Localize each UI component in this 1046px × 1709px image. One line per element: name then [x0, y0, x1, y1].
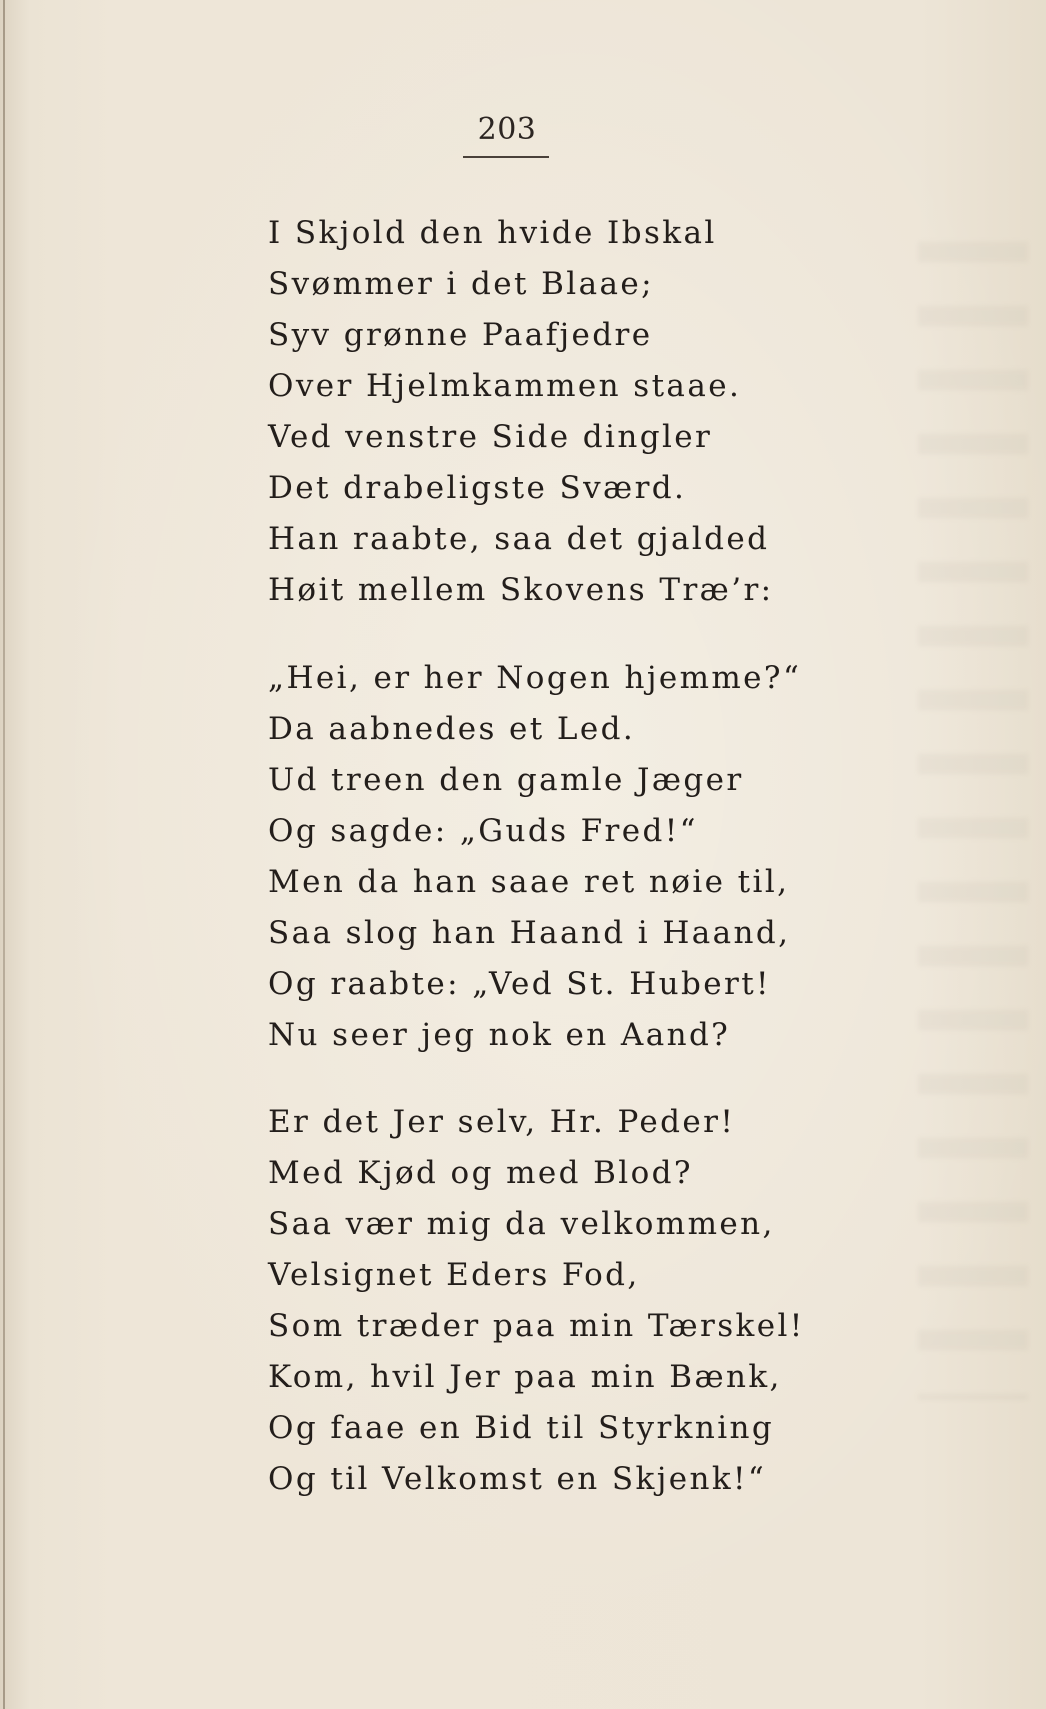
page-edge-shadow: [3, 0, 5, 1709]
verse-line: Med Kjød og med Blod?: [268, 1155, 693, 1191]
verse-line: Ved venstre Side dingler: [268, 419, 713, 455]
verse-line: Er det Jer selv, Hr. Peder!: [268, 1104, 736, 1140]
verse-line: Og sagde: „Guds Fred!“: [268, 813, 698, 849]
verse-line: Det drabeligste Sværd.: [268, 470, 687, 506]
show-through-bleed: [918, 200, 1028, 1400]
verse-line: Velsignet Eders Fod,: [268, 1257, 640, 1293]
verse-line: Han raabte, saa det gjalded: [268, 521, 770, 557]
verse-line: Kom, hvil Jer paa min Bænk,: [268, 1359, 782, 1395]
verse-line: Saa vær mig da velkommen,: [268, 1206, 775, 1242]
verse-line: Nu seer jeg nok en Aand?: [268, 1017, 731, 1053]
stanza-1: [268, 208, 774, 616]
page-number-rule: [463, 156, 549, 158]
verse-line: Da aabnedes et Led.: [268, 711, 636, 747]
verse-line: Over Hjelmkammen staae.: [268, 368, 742, 404]
page-number: 203: [477, 112, 537, 147]
verse-line: Og til Velkomst en Skjenk!“: [268, 1461, 767, 1497]
verse-line: Svømmer i det Blaae;: [268, 266, 654, 302]
verse-line: Men da han saae ret nøie til,: [268, 864, 790, 900]
verse-line: Og faae en Bid til Styrkning: [268, 1410, 775, 1446]
verse-line: Syv grønne Paafjedre: [268, 317, 653, 353]
verse-line: Høit mellem Skovens Træ’r:: [268, 572, 774, 608]
verse-line: „Hei, er her Nogen hjemme?“: [268, 660, 802, 696]
verse-line: I Skjold den hvide Ibskal: [268, 215, 717, 251]
verse-line: Som træder paa min Tærskel!: [268, 1308, 805, 1344]
stanza-2: [268, 653, 801, 1061]
verse-line: Saa slog han Haand i Haand,: [268, 915, 791, 951]
verse-line: Ud treen den gamle Jæger: [268, 762, 744, 798]
verse-line: Og raabte: „Ved St. Hubert!: [268, 966, 771, 1002]
stanza-3: [268, 1097, 805, 1505]
